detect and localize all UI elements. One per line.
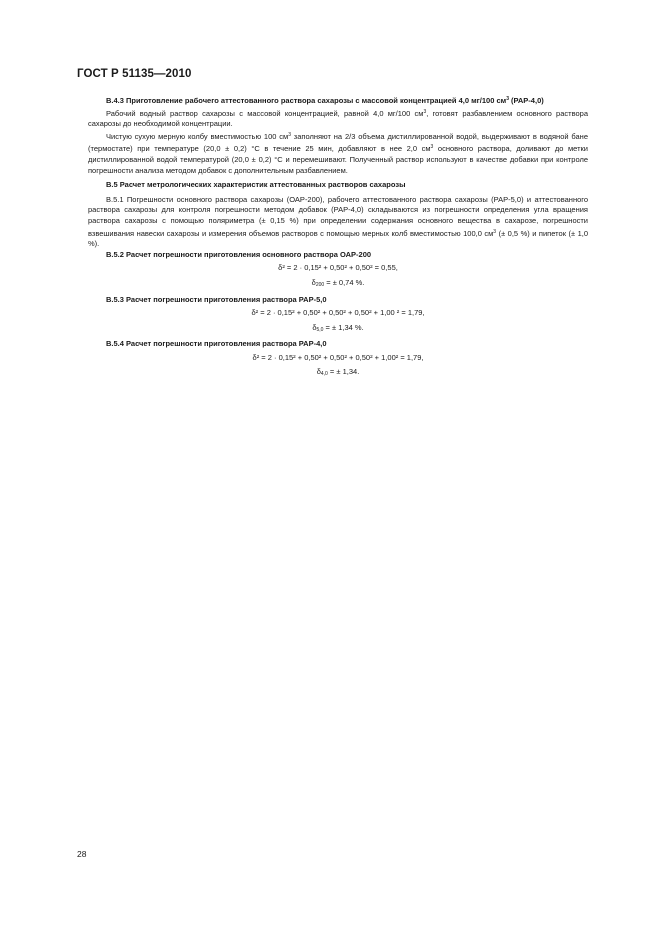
paragraph-b51: В.5.1 Погрешности основного раствора сахарозы (ОАР-200), рабочего аттестованного раствора сахарозы (РАР-5,0) и аттестованного раствора сахарозы для контроля погрешности методом добавок (РАР-4,0) складываются из погрешности определения угла вращения раствора сахарозы с помощью поляриметра (± 0,15 %) при определении содержания основного вещества в сахарозе, погрешности взвешивания навески сахарозы и измерения объемов растворов с помощью мерных колб вместимостью 100,0 $см^3$ (± 0,5 %) и пипеток (± 1,0 %).: [88, 194, 588, 249]
section-b43-title: В.4.3 Приготовление рабочего аттестованного раствора сахарозы с массовой концентрацией 4,0 мг/100 $см^3$ (РАР-4,0): [106, 96, 544, 105]
formula-b53-1: δ² = 2 · 0,15² + 0,50² + 0,50² + 0,50² + 1,00 ² = 1,79,: [251, 308, 425, 318]
formula-b52-1: δ² = 2 · 0,15² + 0,50² + 0,50² = 0,55,: [278, 263, 398, 273]
paragraph-b43-1: Рабочий водный раствор сахарозы с массовой концентрацией, равной 4,0 мг/100 $см^3$, готовят разбавлением основного раствора сахарозы до необходимой концентрации.: [88, 108, 588, 129]
section-b54-title: В.5.4 Расчет погрешности приготовления раствора РАР-4,0: [106, 339, 327, 349]
page-number: 28: [77, 849, 87, 859]
formula-b54-2: $\delta_{4,0}$ = ± 1,34.: [316, 367, 360, 378]
formula-b53-2: $\delta_{5,0}$ = ± 1,34 %.: [312, 322, 364, 333]
section-b5-title: В.5 Расчет метрологических характеристик аттестованных растворов сахарозы: [106, 180, 406, 190]
document-header: ГОСТ Р 51135—2010: [77, 68, 192, 80]
document-body: [88, 94, 588, 380]
formula-b54-1: δ² = 2 · 0,15² + 0,50² + 0,50² + 0,50² + 1,00² = 1,79,: [252, 352, 424, 362]
paragraph-b43-2: Чистую сухую мерную колбу вместимостью 100 $см^3$ заполняют на 2/3 объема дистиллированной водой, выдерживают в водяной бане (термостате) при температуре (20,0 ± 0,2) °С в течение 25 мин, добавляют в нее 2,0 $см^3$ основного раствора, доливают до метки дистиллированной водой температурой (20,0 ± 0,2) °С и перемешивают. Полученный раствор используют в качестве добавки при контроле погрешности анализа методом добавок с дополнительным разбавлением.: [88, 131, 588, 175]
section-b53-title: В.5.3 Расчет погрешности приготовления раствора РАР-5,0: [106, 294, 327, 304]
formula-b52-2: $\delta_{200}$ = ± 0,74 %.: [311, 277, 365, 288]
section-b52-title: В.5.2 Расчет погрешности приготовления основного раствора ОАР-200: [106, 249, 372, 259]
